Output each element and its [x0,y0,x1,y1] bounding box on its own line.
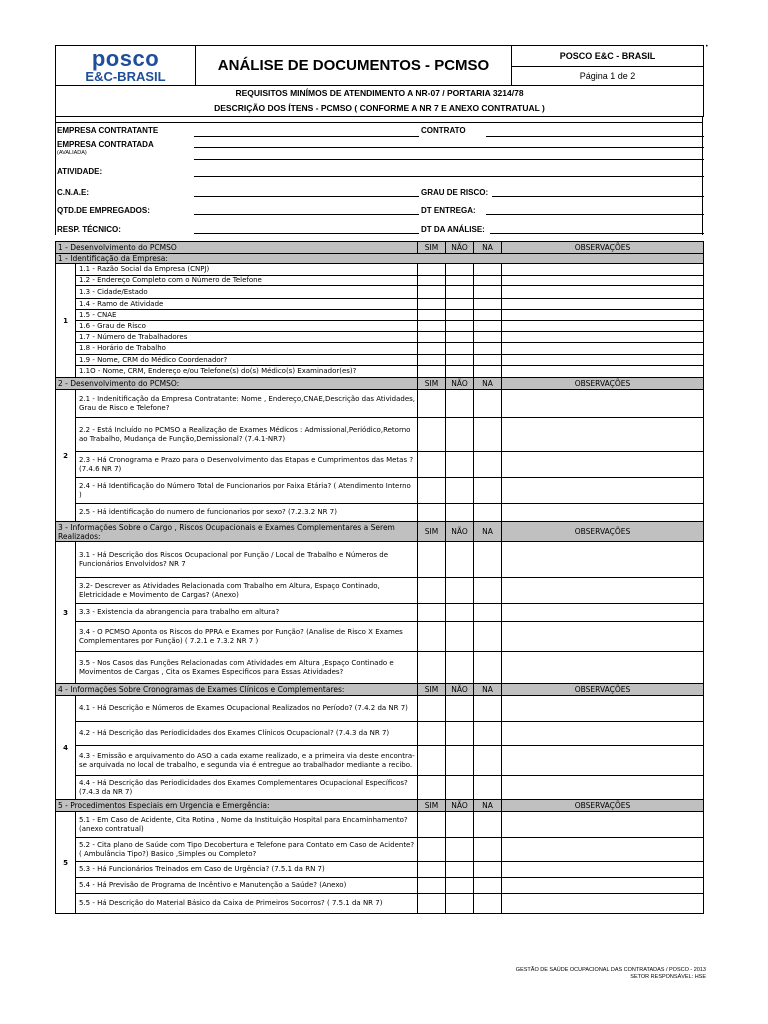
section-header [56,242,704,254]
na-cell[interactable] [474,418,502,452]
table-row [56,578,704,604]
label-atividade: ATIVIDADE: [57,167,103,176]
item-question: 1.1 - Razão Social da Empresa (CNPJ) [76,264,418,276]
observacoes-cell[interactable] [502,838,704,862]
sim-cell[interactable] [418,838,446,862]
item-question: 5.5 - Há Descrição do Material Básico da Caixa de Primeiros Socorros? ( 7.5.1 da NR 7) [76,894,418,914]
sim-cell[interactable] [418,264,446,276]
observacoes-cell[interactable] [502,299,704,310]
sim-cell[interactable] [418,746,446,776]
observacoes-cell[interactable] [502,894,704,914]
item-question: 1.7 - Número de Trabalhadores [76,332,418,343]
na-cell[interactable] [474,746,502,776]
table-row [56,722,704,746]
item-question: 5.3 - Há Funcionários Treinados em Caso de Urgência? (7.5.1 da RN 7) [76,862,418,878]
item-question: 3.5 - Nos Casos das Funções Relacionadas com Atividades em Altura ,Espaço Continado e Movimentos de Cargas , Cita os Exames Especificos para Essas Atividades? [76,652,418,684]
sim-cell[interactable] [418,862,446,878]
section-subtitle: 1 - Identificação da Empresa: [56,254,704,264]
na-cell[interactable] [474,838,502,862]
sim-cell[interactable] [418,310,446,321]
col-observacoes: OBSERVAÇÕES [502,378,704,390]
col-na: NA [474,684,502,696]
nao-cell[interactable] [446,478,474,504]
item-question: 2.1 - Indenitificação da Empresa Contratante: Nome , Endereço,CNAE,Descrição das Atividades, Grau de Risco e Telefone? [76,390,418,418]
nao-cell[interactable] [446,264,474,276]
sim-cell[interactable] [418,418,446,452]
table-row [56,542,704,578]
nao-cell[interactable] [446,355,474,366]
form-sheet [55,45,703,914]
observacoes-cell[interactable] [502,776,704,800]
sim-cell[interactable] [418,504,446,522]
sim-cell[interactable] [418,343,446,355]
observacoes-cell[interactable] [502,478,704,504]
nao-cell[interactable] [446,299,474,310]
observacoes-cell[interactable] [502,366,704,378]
nao-cell[interactable] [446,722,474,746]
table-row [56,321,704,332]
label-avaliada: (AVALIADA) [57,150,87,156]
checklist-table [55,241,704,914]
company-logo [56,46,196,86]
section-subtitle-row [56,254,704,264]
nao-cell[interactable] [446,542,474,578]
observacoes-cell[interactable] [502,812,704,838]
table-row [56,604,704,622]
dt-analise-field[interactable] [490,233,704,234]
page-number: Página 1 de 2 [512,67,704,86]
item-question: 1.9 - Nome, CRM do Médico Coordenador? [76,355,418,366]
col-nao: NÃO [446,378,474,390]
table-row [56,652,704,684]
item-question: 4.2 - Há Descrição das Periodicidades dos Exames Clínicos Ocupacional? (7.4.3 da NR 7) [76,722,418,746]
table-row [56,276,704,286]
section-title: 4 - Informações Sobre Cronogramas de Exames Clínicos e Complementares: [56,684,418,696]
col-na: NA [474,378,502,390]
observacoes-cell[interactable] [502,722,704,746]
observacoes-cell[interactable] [502,746,704,776]
observacoes-cell[interactable] [502,321,704,332]
na-cell[interactable] [474,878,502,894]
nao-cell[interactable] [446,390,474,418]
sim-cell[interactable] [418,332,446,343]
item-question: 1.8 - Horário de Trabalho [76,343,418,355]
col-observacoes: OBSERVAÇÕES [502,522,704,542]
sim-cell[interactable] [418,276,446,286]
na-cell[interactable] [474,276,502,286]
section-number: 2 [56,390,76,522]
item-question: 1.3 - Cidade/Estado [76,286,418,299]
dt-entrega-field[interactable] [486,214,704,215]
na-cell[interactable] [474,264,502,276]
table-row [56,504,704,522]
label-dt-analise: DT DA ANÁLISE: [421,225,485,234]
table-row [56,894,704,914]
sim-cell[interactable] [418,542,446,578]
nao-cell[interactable] [446,286,474,299]
na-cell[interactable] [474,478,502,504]
section-title: 1 - Desenvolvimento do PCMSO [56,242,418,254]
header-table [55,45,704,117]
table-row [56,299,704,310]
atividade-field[interactable] [194,176,704,177]
sim-cell[interactable] [418,286,446,299]
table-row [56,355,704,366]
col-sim: SIM [418,800,446,812]
section-title: 5 - Procedimentos Especiais em Urgencia e Emergência: [56,800,418,812]
nao-cell[interactable] [446,332,474,343]
col-nao: NÃO [446,684,474,696]
nao-cell[interactable] [446,812,474,838]
observacoes-cell[interactable] [502,862,704,878]
na-cell[interactable] [474,390,502,418]
observacoes-cell[interactable] [502,390,704,418]
item-question: 3.3 - Existencia da abrangencia para trabalho em altura? [76,604,418,622]
na-cell[interactable] [474,604,502,622]
section-number: 1 [56,264,76,378]
sim-cell[interactable] [418,390,446,418]
na-cell[interactable] [474,578,502,604]
table-row [56,310,704,321]
observacoes-cell[interactable] [502,418,704,452]
na-cell[interactable] [474,696,502,722]
table-row [56,452,704,478]
observacoes-cell[interactable] [502,878,704,894]
table-row [56,776,704,800]
item-question: 2.2 - Está Incluído no PCMSO a Realização de Exames Médicos : Admissional,Periódico,Retorno ao Trabalho, Mudança de Função,Demissional? (7.4.1-NR7) [76,418,418,452]
col-na: NA [474,242,502,254]
table-row [56,862,704,878]
observacoes-cell[interactable] [502,578,704,604]
label-qtd-empregados: QTD.DE EMPREGADOS: [57,206,150,215]
sim-cell[interactable] [418,299,446,310]
item-question: 5.1 - Em Caso de Acidente, Cita Rotina , Nome da Instituição Hospital para Encaminhamento? (anexo contratual) [76,812,418,838]
resp-tecnico-field[interactable] [194,233,419,234]
na-cell[interactable] [474,321,502,332]
sim-cell[interactable] [418,812,446,838]
table-row [56,696,704,722]
sim-cell[interactable] [418,366,446,378]
observacoes-cell[interactable] [502,310,704,321]
na-cell[interactable] [474,452,502,478]
info-block [55,117,703,235]
label-contrato: CONTRATO [421,126,466,135]
na-cell[interactable] [474,652,502,684]
section-header [56,684,704,696]
section-header [56,522,704,542]
table-row [56,622,704,652]
item-question: 5.4 - Há Previsão de Programa de Incêntivo e Manutenção a Saúde? (Anexo) [76,878,418,894]
col-observacoes: OBSERVAÇÕES [502,684,704,696]
table-row [56,418,704,452]
nao-cell[interactable] [446,838,474,862]
section-title: 3 - Informações Sobre o Cargo , Riscos Ocupacionais e Exames Complementares a Serem Realizados: [56,522,418,542]
table-row [56,838,704,862]
observacoes-cell[interactable] [502,604,704,622]
footer-line-2: SETOR RESPONSÁVEL: HSE [630,974,706,980]
col-sim: SIM [418,378,446,390]
nao-cell[interactable] [446,321,474,332]
na-cell[interactable] [474,366,502,378]
col-na: NA [474,800,502,812]
table-row [56,812,704,838]
label-dt-entrega: DT ENTREGA: [421,206,476,215]
table-row [56,366,704,378]
item-question: 2.3 - Há Cronograma e Prazo para o Desenvolvimento das Etapas e Cumprimentos das Metas ? (7.4.6 NR 7) [76,452,418,478]
na-cell[interactable] [474,622,502,652]
observacoes-cell[interactable] [502,504,704,522]
table-row [56,332,704,343]
logo-ec-brasil: E&C-BRASIL [85,68,166,84]
sim-cell[interactable] [418,894,446,914]
na-cell[interactable] [474,310,502,321]
na-cell[interactable] [474,299,502,310]
nao-cell[interactable] [446,310,474,321]
item-question: 1.6 - Grau de Risco [76,321,418,332]
na-cell[interactable] [474,343,502,355]
col-na: NA [474,522,502,542]
item-question: 2.5 - Há identificação do numero de funcionarios por sexo? (7.2.3.2 NR 7) [76,504,418,522]
na-cell[interactable] [474,894,502,914]
item-question: 4.1 - Há Descrição e Números de Exames Ocupacional Realizados no Período? (7.4.2 da NR 7) [76,696,418,722]
item-question: 1.2 - Endereço Completo com o Número de Telefone [76,276,418,286]
nao-cell[interactable] [446,276,474,286]
section-header [56,800,704,812]
grau-risco-field[interactable] [492,196,704,197]
col-observacoes: OBSERVAÇÕES [502,242,704,254]
na-cell[interactable] [474,722,502,746]
nao-cell[interactable] [446,343,474,355]
table-row [56,746,704,776]
observacoes-cell[interactable] [502,286,704,299]
document-title: ANÁLISE DE DOCUMENTOS - PCMSO [196,46,512,86]
sim-cell[interactable] [418,622,446,652]
col-nao: NÃO [446,800,474,812]
na-cell[interactable] [474,504,502,522]
sim-cell[interactable] [418,878,446,894]
col-sim: SIM [418,242,446,254]
table-row [56,343,704,355]
nao-cell[interactable] [446,452,474,478]
table-row [56,390,704,418]
contratada-field-2[interactable] [194,159,704,160]
col-sim: SIM [418,684,446,696]
table-row [56,878,704,894]
label-grau-risco: GRAU DE RISCO: [421,188,489,197]
observacoes-cell[interactable] [502,355,704,366]
observacoes-cell[interactable] [502,652,704,684]
footer [516,967,706,981]
item-question: 3.2- Descrever as Atividades Relacionada com Trabalho em Altura, Espaço Continado, Eletricidade e Movimento de Cargas? (Anexo) [76,578,418,604]
sim-cell[interactable] [418,696,446,722]
label-contratada: EMPRESA CONTRATADA [57,140,154,149]
requirements-heading: REQUISITOS MINÍMOS DE ATENDIMENTO A NR-07 / PORTARIA 3214/78 [56,86,704,100]
nao-cell[interactable] [446,652,474,684]
na-cell[interactable] [474,776,502,800]
col-sim: SIM [418,522,446,542]
observacoes-cell[interactable] [502,452,704,478]
observacoes-cell[interactable] [502,264,704,276]
nao-cell[interactable] [446,862,474,878]
observacoes-cell[interactable] [502,696,704,722]
col-observacoes: OBSERVAÇÕES [502,800,704,812]
cnae-field[interactable] [194,196,419,197]
corner-mark: • [705,43,709,50]
na-cell[interactable] [474,286,502,299]
nao-cell[interactable] [446,746,474,776]
nao-cell[interactable] [446,604,474,622]
na-cell[interactable] [474,355,502,366]
item-question: 5.2 - Cita plano de Saúde com Tipo Decobertura e Telefone para Contato em Caso de Acidente? ( Ambulância Tipo?) Basico ,Simples ou Completo? [76,838,418,862]
sim-cell[interactable] [418,478,446,504]
sim-cell[interactable] [418,776,446,800]
observacoes-cell[interactable] [502,276,704,286]
item-question: 4.4 - Há Descrição das Periodicidades dos Exames Complementares Ocupacional Específicos? (7.4.3 da NR 7) [76,776,418,800]
na-cell[interactable] [474,862,502,878]
sim-cell[interactable] [418,355,446,366]
col-nao: NÃO [446,522,474,542]
na-cell[interactable] [474,812,502,838]
na-cell[interactable] [474,542,502,578]
sim-cell[interactable] [418,652,446,684]
qtd-empregados-field[interactable] [194,214,419,215]
item-question: 3.4 - O PCMSO Aponta os Riscos do PPRA e Exames por Função? (Analise de Risco X Exames Complementares por Função) ( 7.2.1 e 7.3.2 NR 7 ) [76,622,418,652]
nao-cell[interactable] [446,878,474,894]
observacoes-cell[interactable] [502,332,704,343]
section-number: 3 [56,542,76,684]
sim-cell[interactable] [418,321,446,332]
item-question: 4.3 - Emissão e arquivamento do ASO a cada exame realizado, e a primeira via deste encontra-se arquivada no local de trabalho, e segunda via é entregue ao trabalhador mediante a recibo. [76,746,418,776]
nao-cell[interactable] [446,578,474,604]
section-number: 5 [56,812,76,914]
section-title: 2 - Desenvolvimento do PCMSO: [56,378,418,390]
sim-cell[interactable] [418,722,446,746]
item-question: 1.4 - Ramo de Atividade [76,299,418,310]
label-resp-tecnico: RESP. TÉCNICO: [57,225,121,234]
contratante-field[interactable] [194,136,419,137]
section-header [56,378,704,390]
contratada-field[interactable] [194,147,704,148]
nao-cell[interactable] [446,418,474,452]
nao-cell[interactable] [446,696,474,722]
nao-cell[interactable] [446,622,474,652]
nao-cell[interactable] [446,776,474,800]
label-contratante: EMPRESA CONTRATANTE [57,126,159,135]
col-nao: NÃO [446,242,474,254]
observacoes-cell[interactable] [502,343,704,355]
item-question: 1.1O - Nome, CRM, Endereço e/ou Telefone(s) do(s) Médico(s) Examinador(es)? [76,366,418,378]
info-top-rule [56,122,702,123]
table-row [56,286,704,299]
footer-line-1: GESTÃO DE SAÚDE OCUPACIONAL DAS CONTRATADAS / POSCO - 2013 [515,967,706,973]
sim-cell[interactable] [418,578,446,604]
nao-cell[interactable] [446,504,474,522]
logo-posco: posco [91,45,160,71]
table-row [56,478,704,504]
observacoes-cell[interactable] [502,622,704,652]
sim-cell[interactable] [418,452,446,478]
contrato-field[interactable] [486,136,704,137]
item-question: 2.4 - Há Identificação do Número Total de Funcionarios por Faixa Etária? ( Atendimento Interno ) [76,478,418,504]
table-row [56,264,704,276]
nao-cell[interactable] [446,894,474,914]
company-name: POSCO E&C - BRASIL [512,46,704,67]
section-number: 4 [56,696,76,800]
sim-cell[interactable] [418,604,446,622]
na-cell[interactable] [474,332,502,343]
description-heading: DESCRIÇÃO DOS ÍTENS - PCMSO ( CONFORME A NR 7 E ANEXO CONTRATUAL ) [56,100,704,117]
observacoes-cell[interactable] [502,542,704,578]
nao-cell[interactable] [446,366,474,378]
item-question: 1.5 - CNAE [76,310,418,321]
item-question: 3.1 - Há Descrição dos Riscos Ocupacional por Função / Local de Trabalho e Números de Funcionários Envolvidos? NR 7 [76,542,418,578]
label-cnae: C.N.A.E: [57,188,89,197]
